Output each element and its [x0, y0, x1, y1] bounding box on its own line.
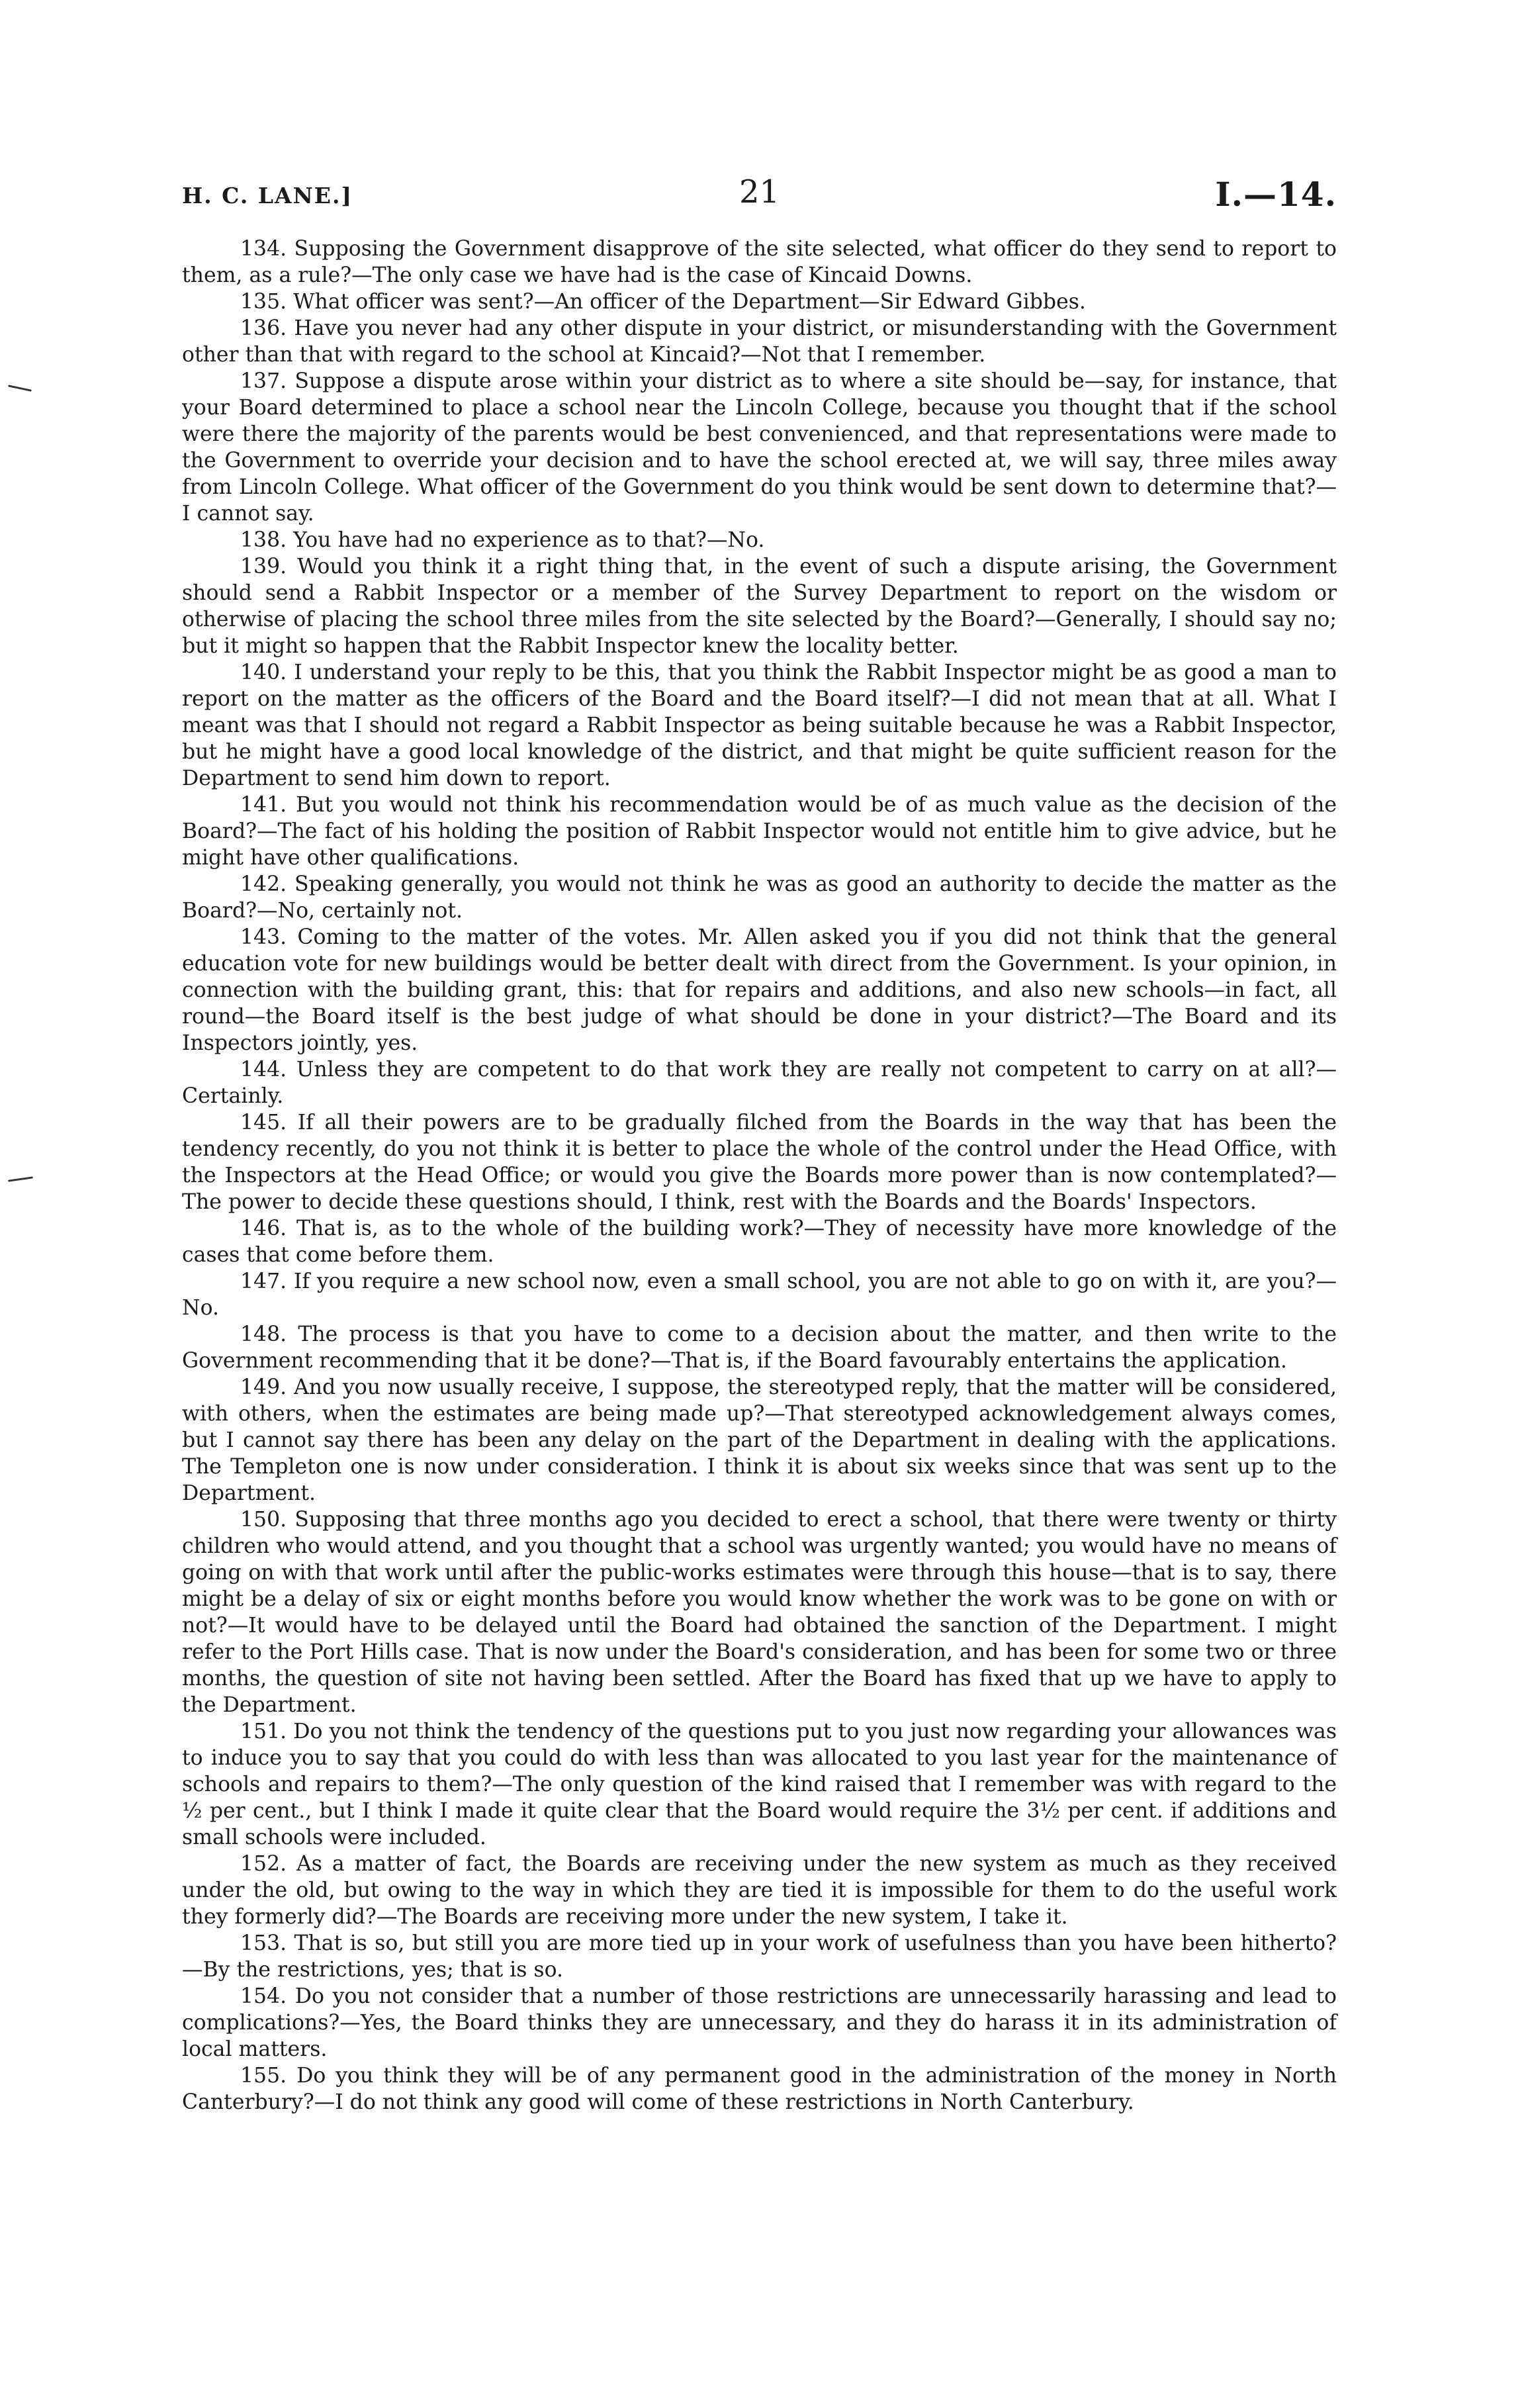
paper-reference: I.—14. — [1215, 175, 1337, 214]
evidence-body — [182, 236, 1337, 2115]
question-139: 139. Would you think it a right thing that, in the event of such a dispute arising, the Government should send a Rabbit Inspector or a member of the Survey Department to report on the wisdom or otherwise of placing the school three miles from the site selected by the Board?—Generally, I should say no; but it might so happen that the Rabbit Inspector knew the locality better. — [182, 555, 1337, 658]
question-138: 138. You have had no experience as to that?—No. — [240, 528, 765, 552]
question-147: 147. If you require a new school now, even a small school, you are not able to go on with it, are you?—No. — [182, 1270, 1337, 1320]
question-145: 145. If all their powers are to be gradually filched from the Boards in the way that has been the tendency recently, do you not think it is better to place the whole of the control under the Head Office, with the Inspectors at the Head Office; or would you give the Boards more power than is now contemplated?—The power to decide these questions should, I think, rest with the Boards and the Boards' Inspectors. — [182, 1111, 1337, 1214]
question-143: 143. Coming to the matter of the votes. Mr. Allen asked you if you did not think that the general education vote for new buildings would be better dealt with direct from the Government. Is your opinion, in connection with the building grant, this: that for repairs and additions, and also new schools—in fact, all round—the Board itself is the best judge of what should be done in your district?—The Board and its Inspectors jointly, yes. — [182, 925, 1337, 1055]
question-142: 142. Speaking generally, you would not think he was as good an authority to decide the matter as the Board?—No, certainly not. — [182, 872, 1337, 923]
question-136: 136. Have you never had any other dispute in your district, or misunderstanding with the Government other than that with regard to the school at Kincaid?—Not that I remember. — [182, 316, 1337, 367]
question-135: 135. What officer was sent?—An officer of the Department—Sir Edward Gibbes. — [240, 290, 1086, 314]
page-header — [182, 173, 1337, 220]
question-152: 152. As a matter of fact, the Boards are receiving under the new system as much as they received under the old, but owing to the way in which they are tied it is impossible for them to do the useful work they formerly did?—The Boards are receiving more under the new system, I take it. — [182, 1852, 1337, 1929]
question-146: 146. That is, as to the whole of the building work?—They of necessity have more knowledge of the cases that come before them. — [182, 1217, 1337, 1267]
question-153: 153. That is so, but still you are more tied up in your work of usefulness than you have been hitherto?—By the restrictions, yes; that is so. — [182, 1931, 1337, 1982]
question-137: 137. Suppose a dispute arose within your district as to where a site should be—say, for instance, that your Board determined to place a school near the Lincoln College, because you thought that if the school were there the majority of the parents would be best convenienced, and that representations were made to the Government to override your decision and to have the school erected at, we will say, three miles away from Lincoln College. What officer of the Government do you think would be sent down to determine that?—I cannot say. — [182, 369, 1337, 526]
question-141: 141. But you would not think his recommendation would be of as much value as the decision of the Board?—The fact of his holding the position of Rabbit Inspector would not entitle him to give advice, but he might have other qualifications. — [182, 793, 1337, 870]
page-number: 21 — [739, 173, 780, 210]
margin-mark — [8, 385, 32, 391]
witness-name: H. C. LANE.] — [182, 183, 353, 208]
question-154: 154. Do you not consider that a number of those restrictions are unnecessarily harassing and lead to complications?—Yes, the Board thinks they are unnecessary, and they do harass it in its administration of local matters. — [182, 1984, 1337, 2061]
question-148: 148. The process is that you have to come to a decision about the matter, and then write to the Government recommending that it be done?—That is, if the Board favourably entertains the application. — [182, 1322, 1337, 1373]
question-150: 150. Supposing that three months ago you decided to erect a school, that there were twenty or thirty children who would attend, and you thought that a school was urgently wanted; you would have no means of going on with that work until after the public-works estimates were through this house—that is to say, there might be a delay of six or eight months before you would know whether the work was to be gone on with or not?—It would have to be delayed until the Board had obtained the sanction of the Department. I might refer to the Port Hills case. That is now under the Board's consideration, and has been for some two or three months, the question of site not having been settled. After the Board has fixed that up we have to apply to the Department. — [182, 1508, 1337, 1717]
question-140: 140. I understand your reply to be this, that you think the Rabbit Inspector might be as good a man to report on the matter as the officers of the Board and the Board itself?—I did not mean that at all. What I meant was that I should not regard a Rabbit Inspector as being suitable because he was a Rabbit Inspector, but he might have a good local knowledge of the district, and that might be quite sufficient reason for the Department to send him down to report. — [182, 661, 1337, 790]
question-155: 155. Do you think they will be of any permanent good in the administration of the money in North Canterbury?—I do not think any good will come of these restrictions in North Canterbury. — [182, 2064, 1337, 2114]
question-149: 149. And you now usually receive, I suppose, the stereotyped reply, that the matter will be considered, with others, when the estimates are being made up?—That stereotyped acknowledgement always comes, but I cannot say there has been any delay on the part of the Department in dealing with the applications. The Templeton one is now under consideration. I think it is about six weeks since that was sent up to the Department. — [182, 1375, 1337, 1505]
margin-mark — [8, 1176, 33, 1181]
question-151: 151. Do you not think the tendency of the questions put to you just now regarding your allowances was to induce you to say that you could do with less than was allocated to you last year for the maintenance of schools and repairs to them?—The only question of the kind raised that I remember was with regard to the ½ per cent., but I think I made it quite clear that the Board would require the 3½ per cent. if additions and small schools were included. — [182, 1720, 1337, 1849]
question-144: 144. Unless they are competent to do that work they are really not competent to carry on at all?—Certainly. — [182, 1058, 1337, 1108]
question-134: 134. Supposing the Government disapprove of the site selected, what officer do they send to report to them, as a rule?—The only case we have had is the case of Kincaid Downs. — [182, 237, 1337, 287]
